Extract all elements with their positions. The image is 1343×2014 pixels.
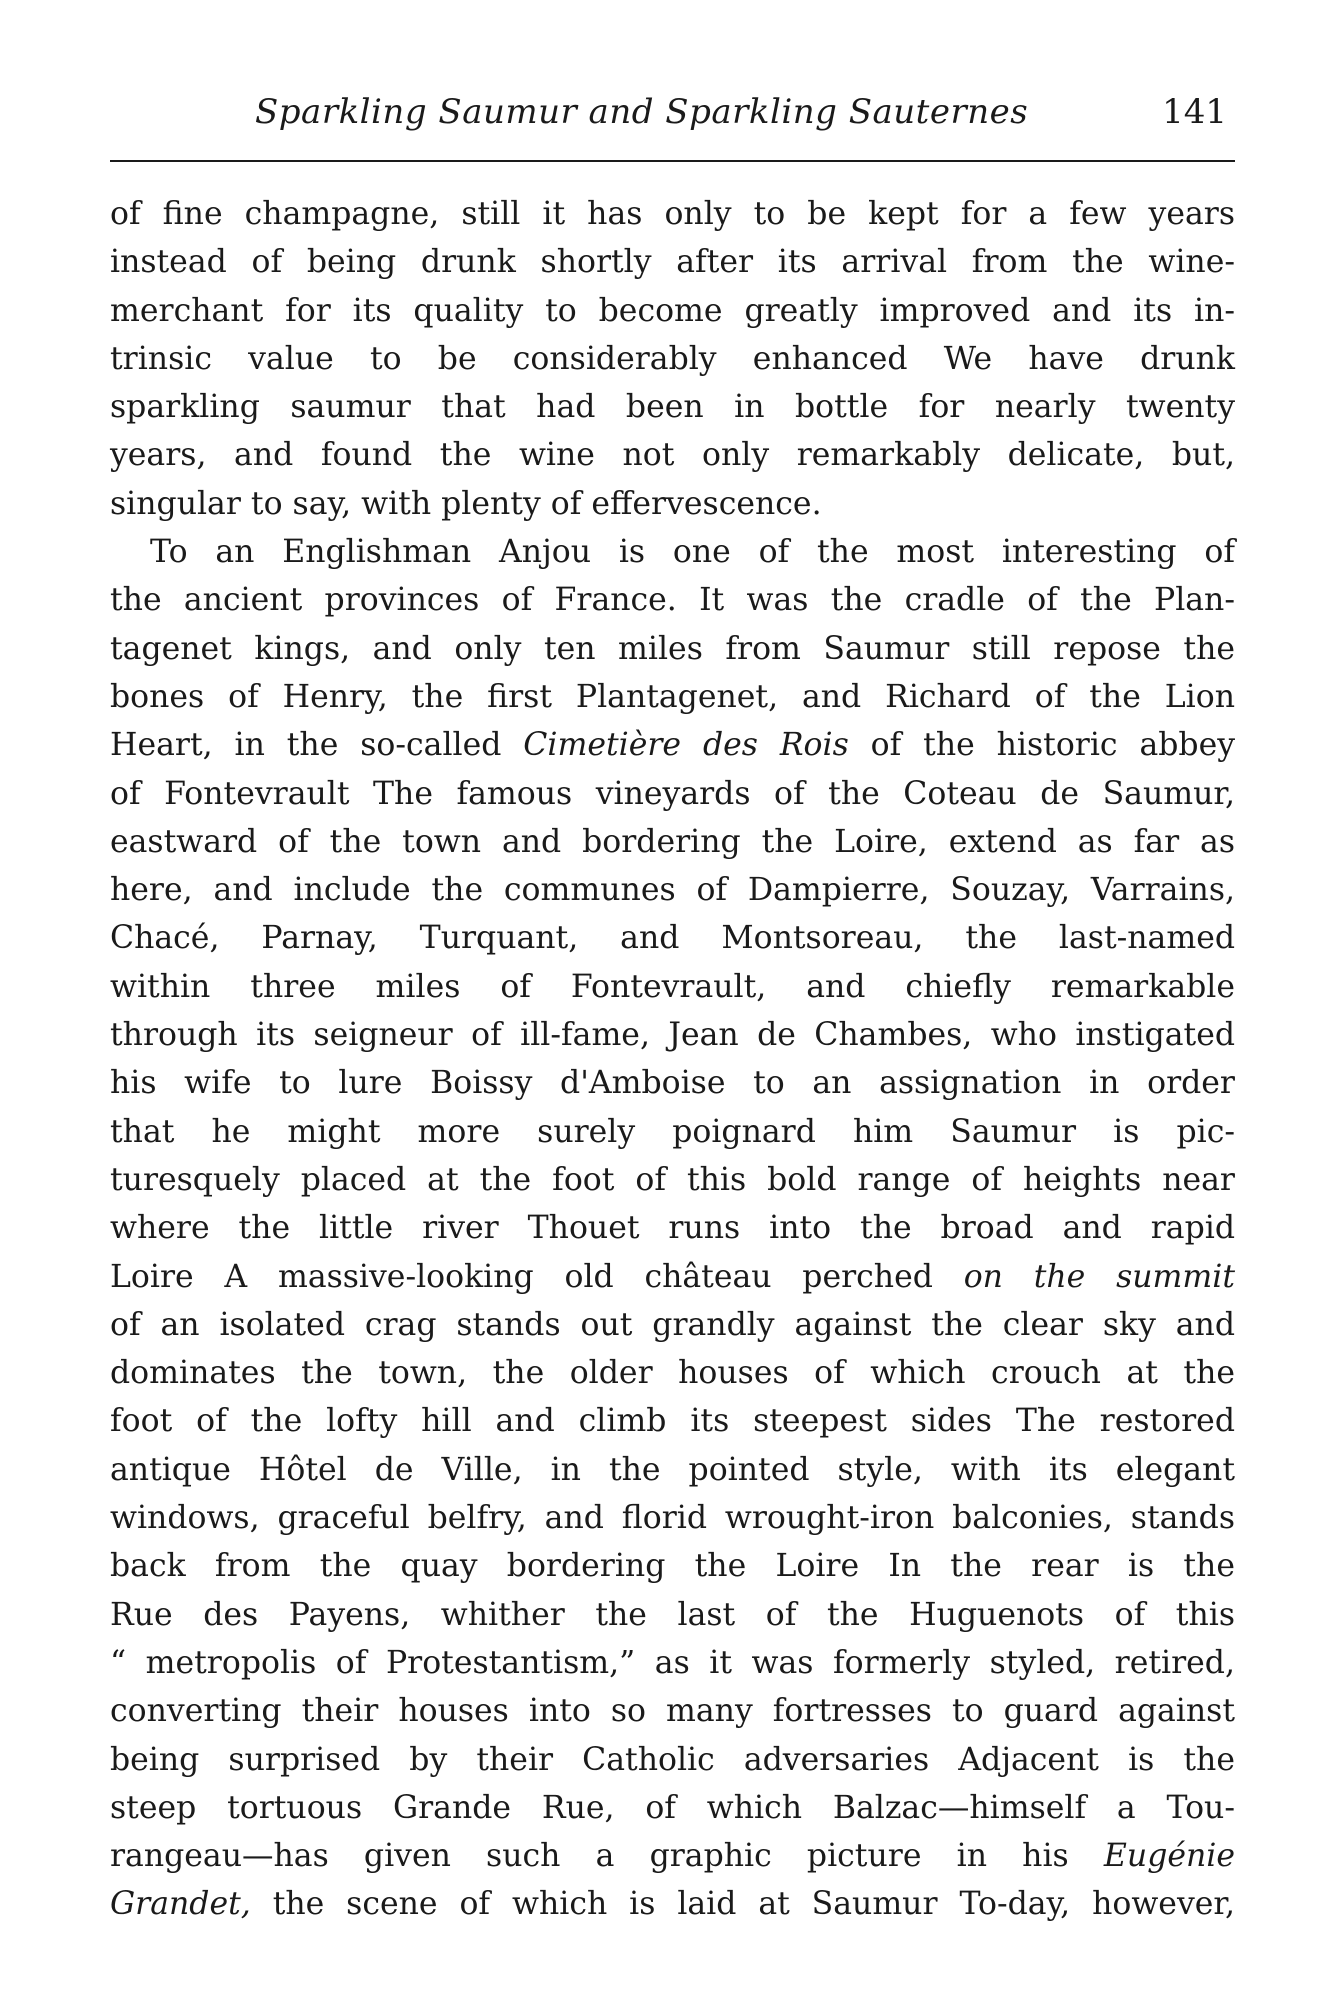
text-line: windows, graceful belfry, and florid wrought-iron balconies, stands [110, 1500, 1235, 1537]
italic-phrase: on the summit [963, 1258, 1235, 1295]
running-header [110, 92, 1235, 152]
text-line: steep tortuous Grande Rue, of which Balzac—himself a Tou- [110, 1789, 1235, 1826]
text-line: the ancient provinces of France. It was the cradle of the Plan- [110, 582, 1235, 619]
running-title: Sparkling Saumur and Sparkling Sauternes [255, 92, 1029, 132]
text-line: of an isolated crag stands out grandly against the clear sky and [110, 1306, 1235, 1343]
text-line: “ metropolis of Protestantism,” as it was formerly styled, retired, [110, 1644, 1235, 1681]
text-line: converting their houses into so many fortresses to guard against [110, 1693, 1235, 1730]
text-line: of fine champagne, still it has only to be kept for a few years [110, 196, 1235, 232]
text-line: years, and found the wine not only remarkably delicate, but, [110, 437, 1235, 474]
text-line: Rue des Payens, whither the last of the Huguenots of this [110, 1596, 1235, 1633]
text-line: sparkling saumur that had been in bottle for nearly twenty [110, 389, 1235, 426]
text-line: instead of being drunk shortly after its arrival from the wine- [110, 244, 1235, 281]
text-line: eastward of the town and bordering the Loire, extend as far as [110, 823, 1235, 860]
text-line-with-title [110, 1832, 1235, 1880]
text-line: Heart, in the so-called Cimetière des Rois of the historic abbey [110, 727, 1236, 764]
text-line: antique Hôtel de Ville, in the pointed style, with its elegant [110, 1451, 1235, 1488]
text-line: turesquely placed at the foot of this bold range of heights near [110, 1161, 1235, 1198]
text-line: within three miles of Fontevrault, and chiefly remarkable [110, 968, 1235, 1005]
text-line: being surprised by their Catholic adversaries Adjacent is the [110, 1741, 1235, 1778]
text-line: merchant for its quality to become greatly improved and its in- [110, 292, 1235, 329]
text-segment: rangeau—has given such a graphic picture in his [110, 1838, 1069, 1875]
text-segment: the scene of which is laid at Saumur To-day, however, [272, 1886, 1235, 1923]
body-text [110, 190, 1235, 1929]
italic-phrase: Cimetière des Rois [523, 727, 849, 764]
text-line: here, and include the communes of Dampierre, Souzay, Varrains, [110, 872, 1235, 909]
text-line: foot of the lofty hill and climb its steepest sides The restored [110, 1403, 1235, 1440]
text-line: dominates the town, the older houses of which crouch at the [110, 1355, 1235, 1392]
text-line: his wife to lure Boissy d'Amboise to an assignation in order [110, 1065, 1235, 1102]
text-line: trinsic value to be considerably enhanced We have drunk [110, 340, 1235, 377]
book-title-part-2: Grandet, [110, 1886, 251, 1923]
text-line: Loire A massive-looking old château perched on the summit [110, 1258, 1235, 1295]
text-line: back from the quay bordering the Loire In the rear is the [110, 1548, 1235, 1585]
text-line: that he might more surely poignard him Saumur is pic- [110, 1113, 1235, 1150]
text-line: through its seigneur of ill-fame, Jean de Chambes, who instigated [110, 1017, 1235, 1054]
book-title-part-1: Eugénie [1103, 1838, 1235, 1875]
text-line: of Fontevrault The famous vineyards of the Coteau de Saumur, [110, 775, 1235, 812]
header-rule [110, 160, 1235, 162]
text-line: tagenet kings, and only ten miles from Saumur still repose the [110, 630, 1235, 667]
text-line: To an Englishman Anjou is one of the most interesting of [150, 534, 1235, 571]
text-line: where the little river Thouet runs into the broad and rapid [110, 1210, 1235, 1247]
page-number: 141 [1162, 92, 1227, 132]
text-line: singular to say, with plenty of effervescence. [110, 485, 822, 522]
text-line: Chacé, Parnay, Turquant, and Montsoreau, the last-named [110, 920, 1235, 957]
text-line: bones of Henry, the first Plantagenet, and Richard of the Lion [110, 678, 1235, 715]
text-line-with-title [110, 1880, 1235, 1928]
